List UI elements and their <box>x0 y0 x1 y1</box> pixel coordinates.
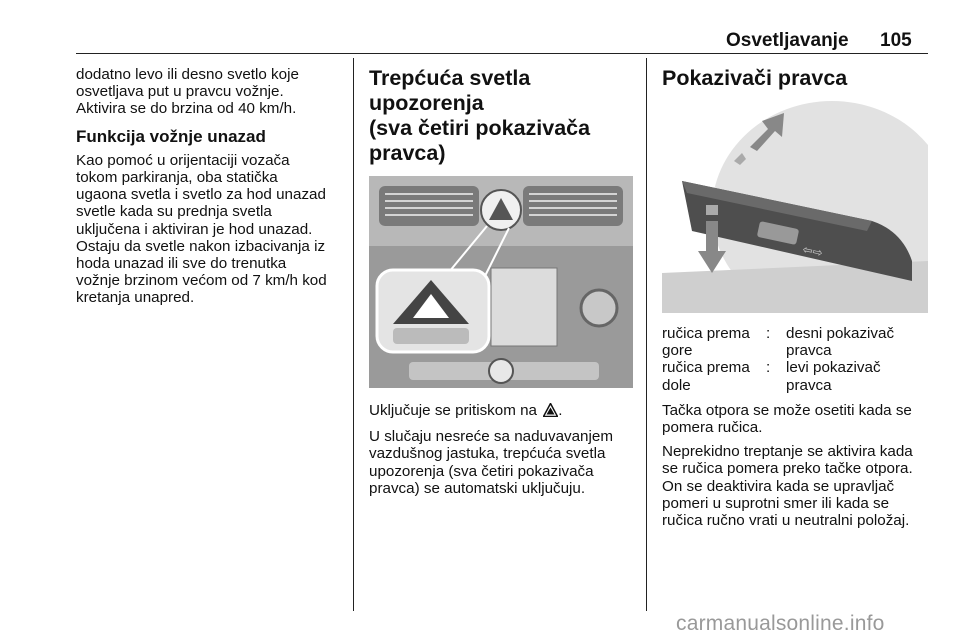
definition-description: levi pokazivač pravca <box>786 359 881 394</box>
hazard-switch-illustration <box>369 176 633 388</box>
resistance-point-paragraph: Tačka otpora se može osetiti kada se pomera ručica. <box>662 401 912 437</box>
hazard-activation-text: Uključuje se pritiskom na <box>369 402 542 419</box>
column-divider-left <box>353 58 354 611</box>
airbag-hazard-paragraph: U slučaju nesreće sa naduvavanjem vazdušnog jastuka, trepćuća svetla upozorenja (sva četiri pokazivača pravca) se automatski uključuju. <box>369 428 613 497</box>
turn-signal-lever-illustration <box>662 101 928 313</box>
reverse-function-heading: Funkcija vožnje unazad <box>76 126 266 146</box>
column-left <box>76 66 348 314</box>
hazard-triangle-icon <box>543 403 558 421</box>
definition-row-down <box>662 359 928 393</box>
column-middle <box>369 66 633 504</box>
definition-row-up <box>662 325 928 359</box>
turn-signal-definitions <box>662 325 928 394</box>
hazard-lights-heading: Trepćuća svetla upozorenja (sva četiri pokazivača pravca) <box>369 66 591 165</box>
definition-separator: : <box>766 325 771 342</box>
page-number: 105 <box>880 30 912 51</box>
continuous-flashing-paragraph: Neprekidno treptanje se aktivira kada se ručica pomera preko tačke otpora. On se deaktivira kada se upravljač pomeri u suprotni smer ili kada se ručica ručno vrati u neutralni položaj. <box>662 443 913 530</box>
definition-separator: : <box>766 359 771 377</box>
reverse-function-paragraph: Kao pomoć u orijentaciji vozača tokom parkiranja, oba statička ugaona svetla i svetlo za hod unazad svetle kada su prednja svetla uključena i aktiviran je hod unazad. Ostaju da svetle nakon izbacivanja iz hoda unazad ili sve do trenutka vožnje brzinom većom od 7 km/h kod kretanja unapred. <box>76 151 327 307</box>
svg-text:⇦⇨: ⇦⇨ <box>801 242 824 261</box>
column-divider-right <box>646 58 647 611</box>
definition-term: ručica prema gore <box>662 325 750 360</box>
hazard-activation-paragraph <box>369 402 633 421</box>
definition-term: ručica prema dole <box>662 359 750 394</box>
page-header-title: Osvetljavanje <box>726 30 849 51</box>
column-right <box>662 66 928 536</box>
turn-signals-heading: Pokazivači pravca <box>662 66 848 90</box>
header-rule <box>76 53 928 54</box>
definition-description: desni pokazivač pravca <box>786 325 895 360</box>
watermark: carmanualsonline.info <box>676 612 885 635</box>
hazard-activation-period: . <box>558 402 563 419</box>
intro-paragraph: dodatno levo ili desno svetlo koje osvetljava put u pravcu vožnje. Aktivira se do brzina od 40 km/h. <box>76 66 299 118</box>
